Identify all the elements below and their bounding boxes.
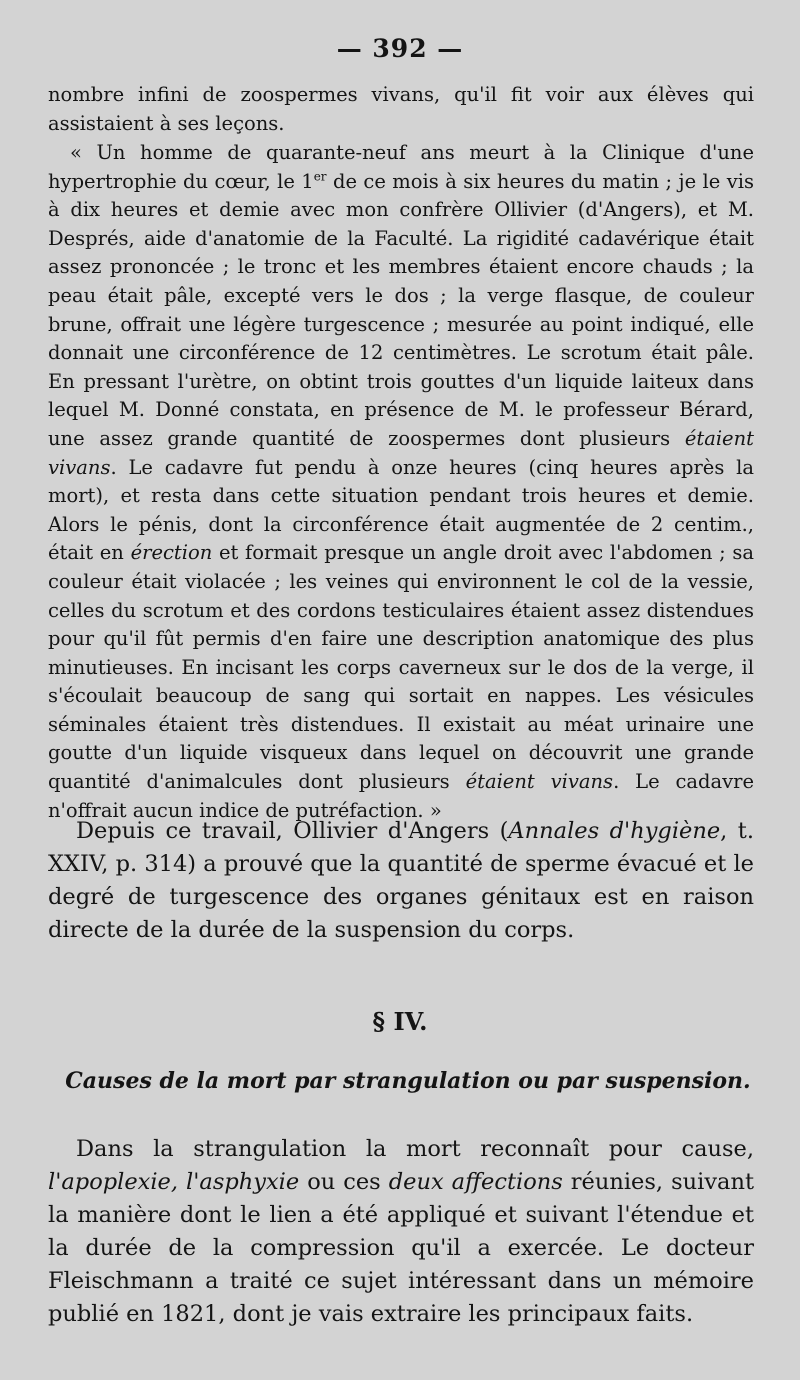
ollivier-citation: Annales d'hygiène <box>508 818 721 844</box>
paragraph-ollivier <box>48 815 754 947</box>
strangulation-text-3: réunies, suivant la manière dont le lien a été appliqué et suivant l'étendue et la durée de la compression qu'il a exercée. Le docteur Fleischmann a traité ce sujet intéressant dans un mémoire publié en 1821, dont je vais extraire les principaux faits. <box>48 1169 754 1327</box>
strangulation-italic-2: deux affections <box>388 1169 563 1195</box>
case-italic-2: érection <box>130 541 213 565</box>
paragraph-strangulation <box>48 1133 754 1331</box>
page-number: — 392 — <box>336 34 464 63</box>
case-italic-3: étaient vivans <box>465 770 614 794</box>
section-number: § IV. <box>372 1007 428 1036</box>
case-text-5: . Le cadavre n'offrait aucun indice de putréfaction. » <box>48 770 754 822</box>
case-text-2: de ce mois à six heures du matin ; je le vis à dix heures et demie avec mon confrère Ollivier (d'Angers), et M. Després, aide d'anatomie de la Faculté. La rigidité cadavérique était assez prononcée ; le tronc et les membres étaient encore chauds ; la peau était pâle, excepté vers le dos ; la verge flasque, de couleur brune, offrait une légère turgescence ; mesurée au point indiqué, elle donnait une circonférence de 12 centimètres. Le scrotum était pâle. En pressant l'urètre, on obtint trois gouttes d'un liquide laiteux dans lequel M. Donné constata, en présence de M. le professeur Bérard, une assez grande quantité de zoospermes dont plusieurs <box>48 169 754 450</box>
ollivier-text-1: Depuis ce travail, Ollivier d'Angers ( <box>76 818 509 844</box>
case-text-1: « Un homme de quarante-neuf ans meurt à la Clinique d'une hypertrophie du cœur, le 1 <box>48 141 754 193</box>
strangulation-italic-1: l'apoplexie, l'asphyxie <box>48 1169 300 1195</box>
paragraph-clinical-case <box>48 139 754 825</box>
section-title: Causes de la mort par strangulation ou par suspension. <box>65 1068 751 1094</box>
strangulation-text-2: ou ces <box>299 1169 389 1195</box>
case-text-3: . Le cadavre fut pendu à onze heures (cinq heures après la mort), et resta dans cette situation pendant trois heures et demie. Alors le pénis, dont la circonférence était augmentée de 2 centim., était en <box>48 455 754 565</box>
paragraph-continuation: nombre infini de zoospermes vivans, qu'il fit voir aux élèves qui assistaient à ses leçons. <box>48 83 754 135</box>
case-text-4: et formait presque un angle droit avec l'abdomen ; sa couleur était violacée ; les veines qui environnent le col de la vessie, celles du scrotum et des cordons testiculaires étaient assez distendues pour qu'il fût permis d'en faire une description anatomique des plus minutieuses. En incisant les corps caverneux sur le dos de la verge, il s'écoulait beaucoup de sang qui sortait en nappes. Les vésicules séminales étaient très distendues. Il existait au méat urinaire une goutte d'un liquide visqueux dans lequel on découvrit une grande quantité d'animalcules dont plusieurs <box>48 541 755 794</box>
strangulation-text-1: Dans la strangulation la mort reconnaît pour cause, <box>76 1136 754 1162</box>
ordinal-superscript: er <box>313 169 327 184</box>
case-italic-1: étaient vivans <box>48 426 754 479</box>
ollivier-text-2: , t. XXIV, p. 314) a prouvé que la quantité de sperme évacué et le degré de turgescence des organes génitaux est en raison directe de la durée de la suspension du corps. <box>48 818 754 943</box>
